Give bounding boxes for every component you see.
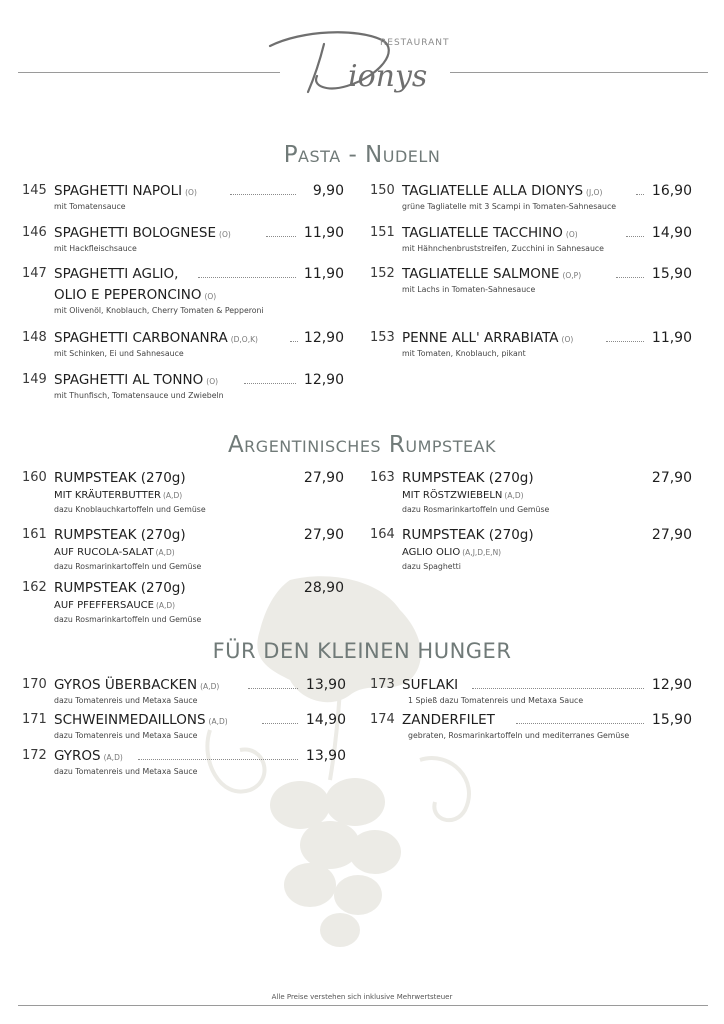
allergens: (A,D) — [163, 491, 183, 500]
menu-item — [370, 225, 692, 257]
item-number: 161 — [22, 527, 47, 542]
menu-item — [22, 470, 344, 518]
item-name: TAGLIATELLE SALMONE (O,P) — [402, 266, 582, 282]
item-description: mit Tomatensauce — [54, 202, 126, 211]
item-number: 146 — [22, 225, 47, 240]
menu-item — [22, 372, 344, 404]
item-price: 12,90 — [651, 677, 692, 693]
menu-item — [370, 470, 692, 518]
item-number: 160 — [22, 470, 47, 485]
item-name: RUMPSTEAK (270g) — [54, 527, 186, 543]
item-name: SPAGHETTI AL TONNO (O) — [54, 372, 219, 388]
item-name: GYROS (A,D) — [54, 748, 123, 764]
item-description: dazu Spaghetti — [402, 562, 461, 571]
item-name: RUMPSTEAK (270g) — [54, 580, 186, 596]
item-number: 150 — [370, 183, 395, 198]
item-description: dazu Tomatenreis und Metaxa Sauce — [54, 696, 198, 705]
item-name: SPAGHETTI AGLIO, — [54, 266, 179, 282]
allergens: (A,D) — [155, 548, 175, 557]
item-price: 11,90 — [651, 330, 692, 346]
section-title-hunger: FÜR DEN KLEINEN HUNGER — [212, 639, 512, 663]
item-description: dazu Rosmarinkartoffeln und Gemüse — [54, 615, 202, 624]
menu-item — [370, 712, 692, 744]
menu-item — [22, 183, 344, 215]
item-name: SPAGHETTI NAPOLI (O) — [54, 183, 197, 199]
item-subtitle: MIT KRÄUTERBUTTER (A,D) — [54, 490, 183, 501]
item-number: 153 — [370, 330, 395, 345]
item-description: dazu Tomatenreis und Metaxa Sauce — [54, 767, 198, 776]
item-price: 27,90 — [651, 470, 692, 486]
leader-dots — [198, 277, 296, 278]
leader-dots — [138, 759, 298, 760]
item-price: 27,90 — [651, 527, 692, 543]
item-price: 9,90 — [312, 183, 344, 199]
item-number: 147 — [22, 266, 47, 281]
item-number: 152 — [370, 266, 395, 281]
leader-dots — [262, 723, 298, 724]
leader-dots — [472, 688, 644, 689]
item-name: RUMPSTEAK (270g) — [402, 527, 534, 543]
allergens: (O) — [561, 335, 574, 344]
menu-item — [22, 677, 344, 709]
item-price: 13,90 — [305, 677, 346, 693]
allergens: (A,D) — [504, 491, 524, 500]
menu-item — [370, 677, 692, 709]
logo-restaurant-label: RESTAURANT — [380, 38, 450, 48]
footer-rule — [18, 1005, 708, 1006]
item-number: 164 — [370, 527, 395, 542]
item-subtitle: AUF PFEFFERSAUCE (A,D) — [54, 600, 176, 611]
allergens: (O) — [206, 377, 219, 386]
svg-text:ionys: ionys — [348, 59, 428, 94]
item-number: 173 — [370, 677, 395, 692]
item-subtitle: AUF RUCOLA-SALAT (A,D) — [54, 547, 175, 558]
leader-dots — [266, 236, 296, 237]
header-rule-left — [18, 72, 280, 73]
item-description: mit Lachs in Tomaten-Sahnesauce — [402, 285, 536, 294]
item-name: TAGLIATELLE TACCHINO (O) — [402, 225, 578, 241]
item-name: SUFLAKI — [402, 677, 459, 693]
menu-item — [22, 748, 344, 780]
item-description: 1 Spieß dazu Tomatenreis und Metaxa Sauce — [408, 696, 584, 705]
item-number: 171 — [22, 712, 47, 727]
item-description: grüne Tagliatelle mit 3 Scampi in Tomaten-Sahnesauce — [402, 202, 617, 211]
item-name: SPAGHETTI BOLOGNESE (O) — [54, 225, 231, 241]
item-name: TAGLIATELLE ALLA DIONYS (J,O) — [402, 183, 603, 199]
item-description: mit Hackfleischsauce — [54, 244, 137, 253]
item-price: 28,90 — [303, 580, 344, 596]
item-number: 163 — [370, 470, 395, 485]
item-name: SPAGHETTI CARBONANRA (D,O,K) — [54, 330, 258, 346]
header-rule-right — [450, 72, 708, 73]
item-description: gebraten, Rosmarinkartoffeln und mediterranes Gemüse — [408, 731, 630, 740]
allergens: (O) — [185, 188, 197, 197]
menu-item — [22, 266, 344, 318]
item-description: mit Thunfisch, Tomatensauce und Zwiebeln — [54, 391, 224, 400]
item-number: 172 — [22, 748, 47, 763]
allergens: (A,D) — [200, 682, 220, 691]
item-description: dazu Tomatenreis und Metaxa Sauce — [54, 731, 198, 740]
item-description: dazu Knoblauchkartoffeln und Gemüse — [54, 505, 206, 514]
leader-dots — [230, 194, 296, 195]
menu-item — [22, 330, 344, 362]
item-name-line2: OLIO E PEPERONCINO (O) — [54, 287, 217, 303]
allergens: (A,D) — [103, 753, 123, 762]
menu-item — [370, 330, 692, 362]
item-price: 15,90 — [651, 712, 692, 728]
item-price: 15,90 — [651, 266, 692, 282]
item-number: 174 — [370, 712, 395, 727]
item-price: 16,90 — [651, 183, 692, 199]
allergens: (O) — [219, 230, 231, 239]
menu-item — [22, 527, 344, 575]
item-number: 151 — [370, 225, 395, 240]
menu-item — [370, 266, 692, 298]
menu-item — [22, 712, 344, 744]
item-description: dazu Rosmarinkartoffeln und Gemüse — [54, 562, 202, 571]
item-description: dazu Rosmarinkartoffeln und Gemüse — [402, 505, 550, 514]
menu-item — [22, 225, 344, 257]
item-price: 14,90 — [651, 225, 692, 241]
item-number: 145 — [22, 183, 47, 198]
item-description: mit Olivenöl, Knoblauch, Cherry Tomaten & Pepperoni — [54, 306, 264, 315]
leader-dots — [248, 688, 298, 689]
item-price: 27,90 — [303, 470, 344, 486]
leader-dots — [616, 277, 644, 278]
allergens: (O) — [204, 292, 217, 301]
item-price: 14,90 — [305, 712, 346, 728]
item-name: RUMPSTEAK (270g) — [54, 470, 186, 486]
menu-item — [370, 183, 692, 215]
item-description: mit Schinken, Ei und Sahnesauce — [54, 349, 184, 358]
item-name: GYROS ÜBERBACKEN (A,D) — [54, 677, 220, 693]
leader-dots — [244, 383, 296, 384]
item-number: 170 — [22, 677, 47, 692]
allergens: (O) — [565, 230, 578, 239]
item-price: 12,90 — [303, 330, 344, 346]
item-name: PENNE ALL' ARRABIATA (O) — [402, 330, 574, 346]
footer-note: Alle Preise verstehen sich inklusive Mehrwertsteuer — [271, 993, 453, 1001]
section-title-pasta: Pasta - Nudeln — [283, 142, 441, 168]
allergens: (D,O,K) — [230, 335, 258, 344]
item-name: ZANDERFILET — [402, 712, 495, 728]
leader-dots — [516, 723, 644, 724]
item-number: 149 — [22, 372, 47, 387]
item-price: 27,90 — [303, 527, 344, 543]
menu-item — [22, 580, 344, 628]
allergens: (J,O) — [586, 188, 603, 197]
item-price: 12,90 — [303, 372, 344, 388]
item-subtitle: AGLIO OLIO (A,J,D,E,N) — [402, 547, 502, 558]
leader-dots — [606, 341, 644, 342]
item-price: 11,90 — [303, 225, 344, 241]
item-price: 13,90 — [305, 748, 346, 764]
item-subtitle: MIT RÖSTZWIEBELN (A,D) — [402, 490, 524, 501]
allergens: (A,J,D,E,N) — [462, 548, 502, 557]
dionys-logo — [262, 24, 452, 104]
item-number: 148 — [22, 330, 47, 345]
allergens: (A,D) — [208, 717, 228, 726]
section-title-steak: Argentinisches Rumpsteak — [227, 432, 497, 458]
item-number: 162 — [22, 580, 47, 595]
allergens: (O,P) — [562, 271, 582, 280]
item-description: mit Tomaten, Knoblauch, pikant — [402, 349, 526, 358]
allergens: (A,D) — [155, 601, 176, 610]
item-name: RUMPSTEAK (270g) — [402, 470, 534, 486]
item-price: 11,90 — [303, 266, 344, 282]
item-name: SCHWEINMEDAILLONS (A,D) — [54, 712, 228, 728]
item-description: mit Hähnchenbruststreifen, Zucchini in Sahnesauce — [402, 244, 604, 253]
menu-item — [370, 527, 692, 575]
